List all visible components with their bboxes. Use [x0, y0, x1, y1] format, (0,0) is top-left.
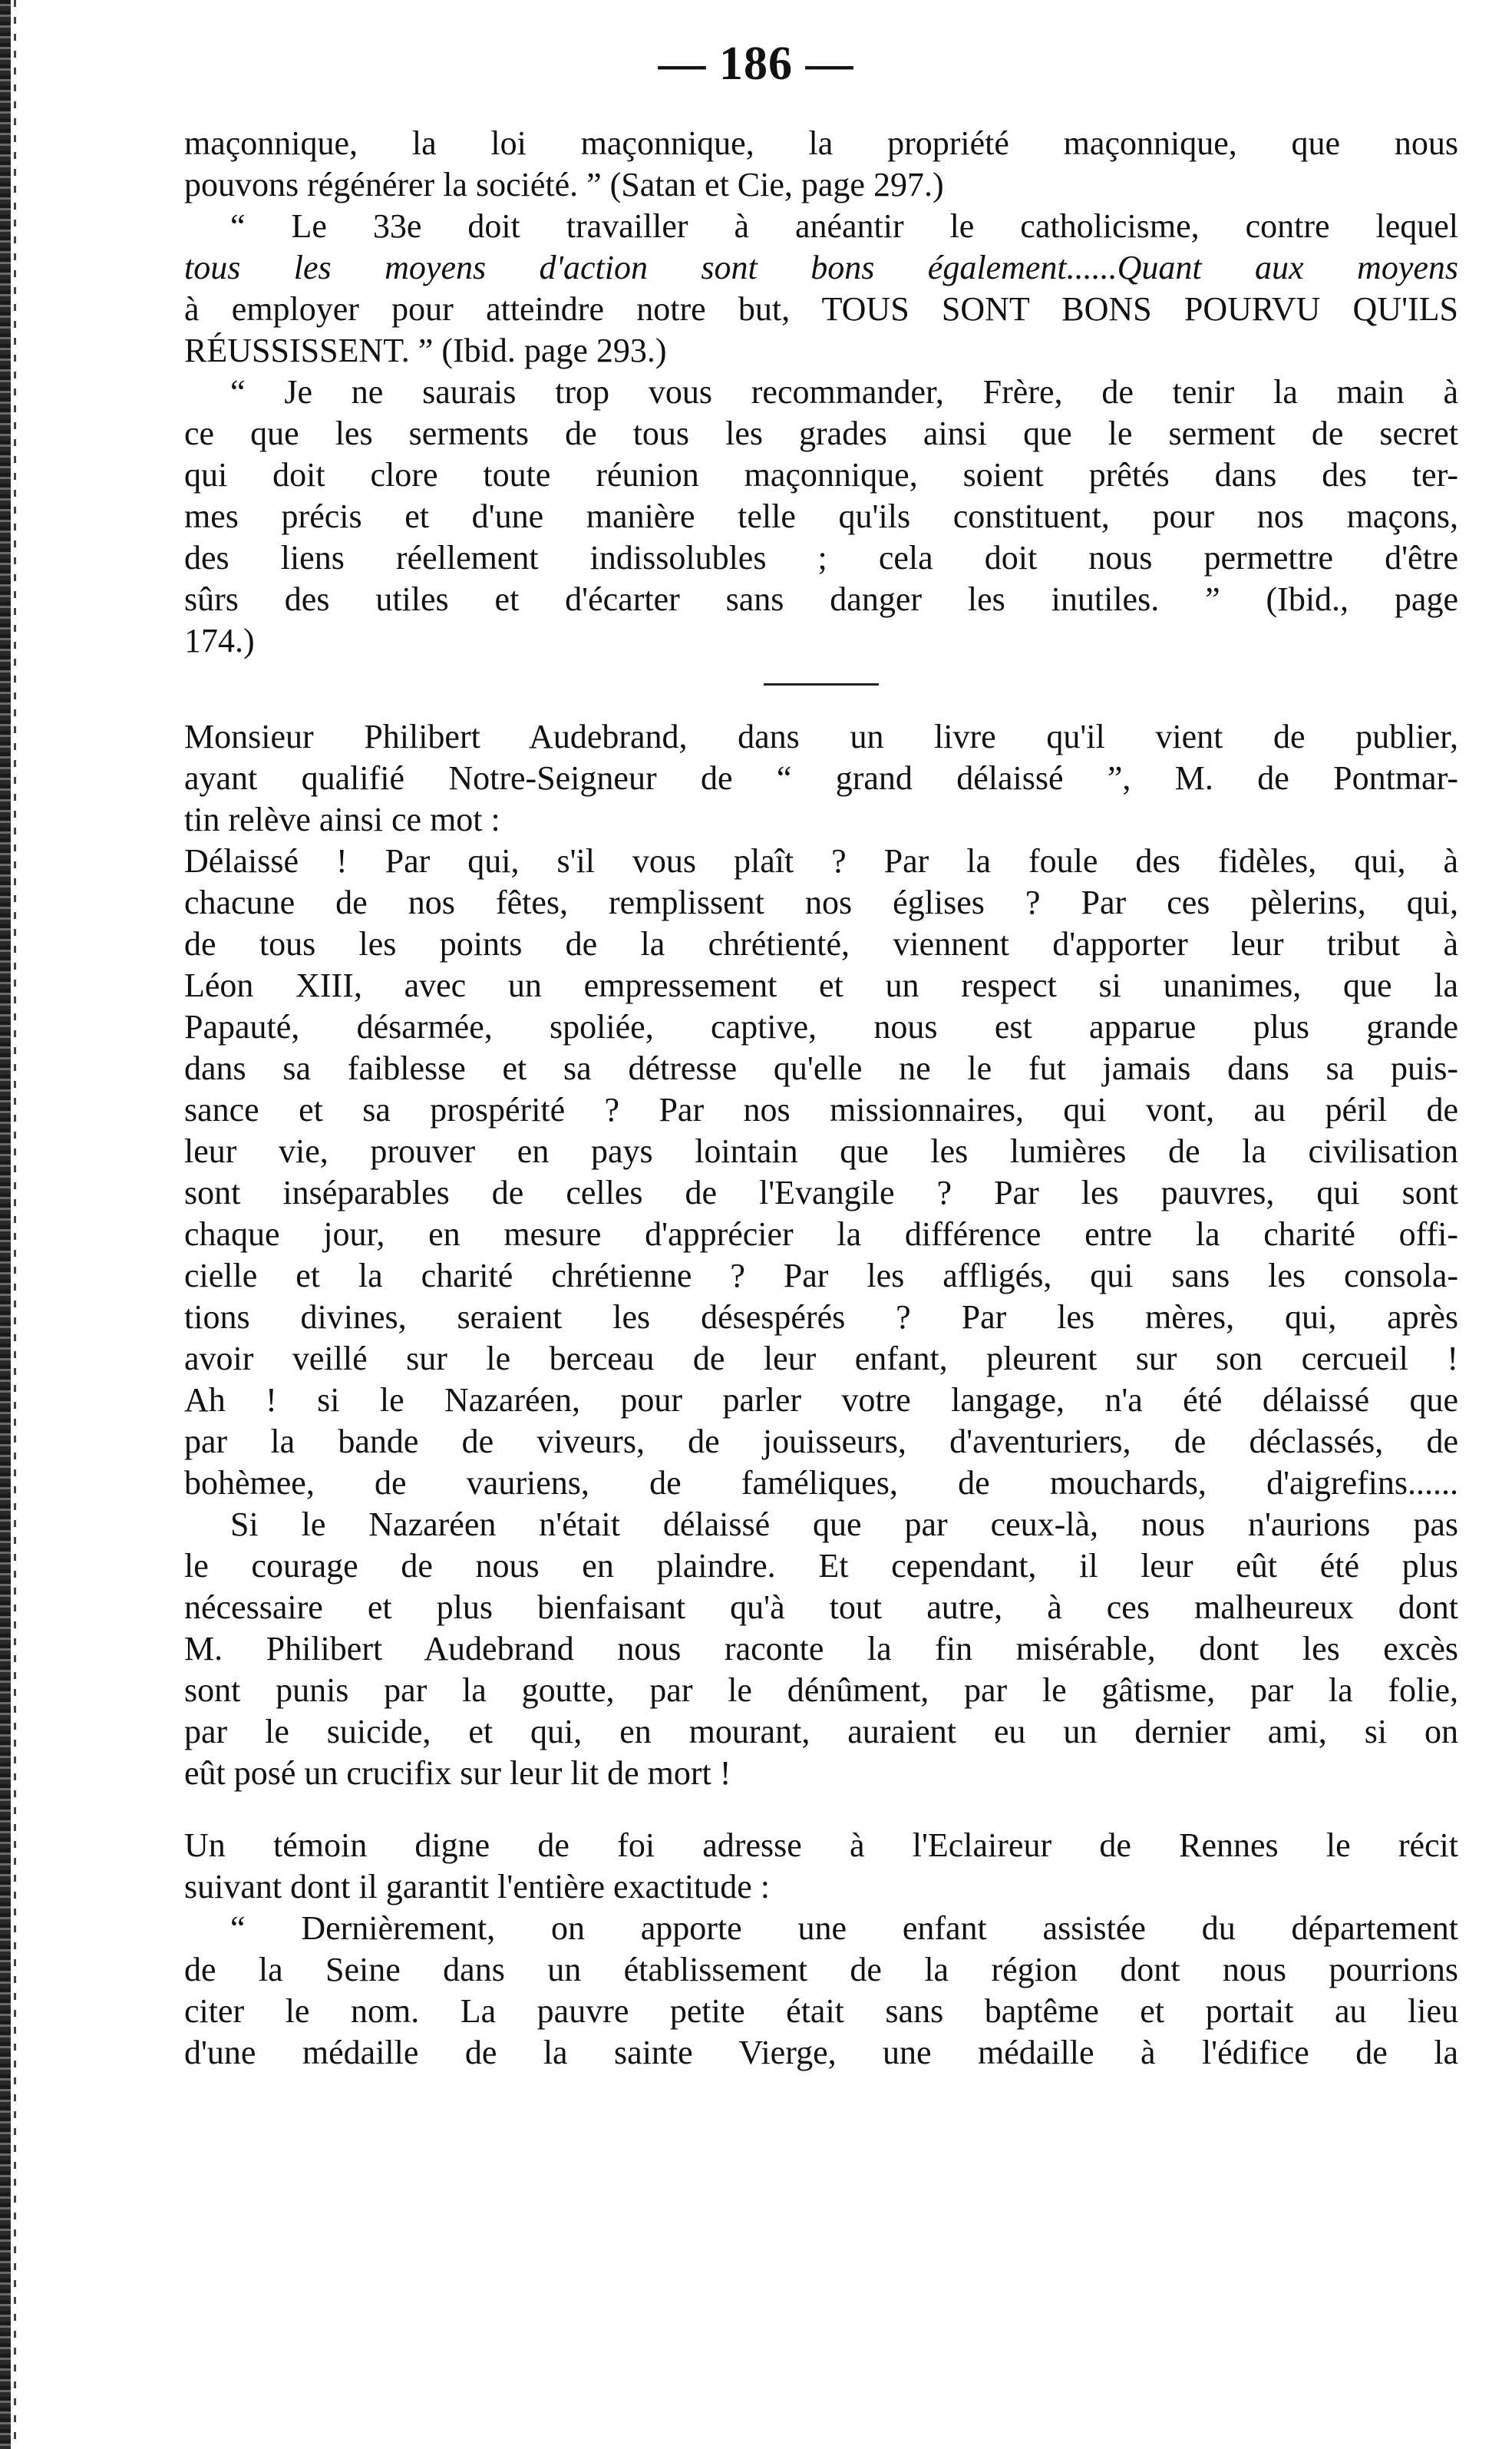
- paragraph-nazareen: [184, 1504, 1458, 1794]
- paragraph-satan-quote: [184, 123, 1458, 372]
- text-line: le courage de nous en plaindre. Et cependant, il leur eût été plus: [184, 1547, 1458, 1585]
- text-line: M. Philibert Audebrand nous raconte la fin misérable, dont les excès: [184, 1630, 1458, 1667]
- text-line: sont inséparables de celles de l'Evangile ? Par les pauvres, qui sont: [184, 1174, 1458, 1211]
- text-line: des liens réellement indissolubles ; cela doit nous permettre d'être: [184, 539, 1458, 577]
- text-line: avoir veillé sur le berceau de leur enfant, pleurent sur son cercueil !: [184, 1340, 1458, 1377]
- text-line: qui doit clore toute réunion maçonnique, soient prêtés dans des ter-: [184, 456, 1458, 494]
- text-line: tions divines, seraient les désespérés ? Par les mères, qui, après: [184, 1298, 1458, 1336]
- text-line: dans sa faiblesse et sa détresse qu'elle ne le fut jamais dans sa puis-: [184, 1049, 1458, 1087]
- text-line: “ Je ne saurais trop vous recommander, Frère, de tenir la main à: [230, 373, 1458, 411]
- text-line: RÉUSSISSENT. ” (Ibid. page 293.): [184, 332, 667, 369]
- text-line: de la Seine dans un établissement de la région dont nous pourrions: [184, 1951, 1458, 1988]
- text-line: Si le Nazaréen n'était délaissé que par ceux-là, nous n'aurions pas: [230, 1505, 1458, 1543]
- text-line: bohèmee, de vauriens, de faméliques, de mouchards, d'aigrefins......: [184, 1464, 1458, 1502]
- text-line: citer le nom. La pauvre petite était sans baptême et portait au lieu: [184, 1992, 1458, 2030]
- text-line: sance et sa prospérité ? Par nos missionnaires, qui vont, au péril de: [184, 1091, 1458, 1129]
- text-line: Léon XIII, avec un empressement et un respect si unanimes, que la: [184, 967, 1458, 1004]
- text-line: Monsieur Philibert Audebrand, dans un livre qu'il vient de publier,: [184, 718, 1458, 755]
- text-line: “ Dernièrement, on apporte une enfant assistée du département: [230, 1909, 1458, 1947]
- paragraph-dernierement: [184, 1908, 1458, 2074]
- scan-edge: [0, 0, 11, 2449]
- text-line: ayant qualifié Notre-Seigneur de “ grand délaissé ”, M. de Pontmar-: [184, 759, 1458, 797]
- text-line: tin relève ainsi ce mot :: [184, 801, 500, 838]
- text-line: eût posé un crucifix sur leur lit de mort !: [184, 1754, 731, 1792]
- text-line: par le suicide, et qui, en mourant, auraient eu un dernier ami, si on: [184, 1713, 1458, 1750]
- paragraph-audebrand-intro: [184, 716, 1458, 841]
- text-line: chacune de nos fêtes, remplissent nos églises ? Par ces pèlerins, qui,: [184, 884, 1458, 921]
- text-line: Papauté, désarmée, spoliée, captive, nous est apparue plus grande: [184, 1008, 1458, 1046]
- body-text: [184, 123, 1458, 2074]
- paragraph-delaisse: [184, 841, 1458, 1504]
- text-line: tous les moyens d'action sont bons également......Quant aux moyens: [184, 249, 1458, 286]
- text-line: “ Le 33e doit travailler à anéantir le catholicisme, contre lequel: [230, 207, 1458, 245]
- page-number: — 186 —: [658, 38, 854, 90]
- text-line: suivant dont il garantit l'entière exactitude :: [184, 1868, 771, 1905]
- text-line: Ah ! si le Nazaréen, pour parler votre langage, n'a été délaissé que: [184, 1381, 1458, 1419]
- text-line: maçonnique, la loi maçonnique, la propriété maçonnique, que nous: [184, 124, 1458, 162]
- text-line: Un témoin digne de foi adresse à l'Eclaireur de Rennes le récit: [184, 1826, 1458, 1864]
- text-line: mes précis et d'une manière telle qu'ils constituent, pour nos maçons,: [184, 497, 1458, 535]
- text-line: cielle et la charité chrétienne ? Par les affligés, qui sans les consola-: [184, 1257, 1458, 1294]
- text-line: par la bande de viveurs, de jouisseurs, d'aventuriers, de déclassés, de: [184, 1423, 1458, 1460]
- text-line: sont punis par la goutte, par le dénûment, par le gâtisme, par la folie,: [184, 1671, 1458, 1709]
- text-line: de tous les points de la chrétienté, viennent d'apporter leur tribut à: [184, 925, 1458, 963]
- text-line: Délaissé ! Par qui, s'il vous plaît ? Par la foule des fidèles, qui, à: [184, 842, 1458, 880]
- section-separator: [764, 683, 879, 686]
- text-line: 174.): [184, 622, 255, 659]
- text-line: leur vie, prouver en pays lointain que les lumières de la civilisation: [184, 1132, 1458, 1170]
- text-line: sûrs des utiles et d'écarter sans danger les inutiles. ” (Ibid., page: [184, 580, 1458, 618]
- text-line: chaque jour, en mesure d'apprécier la différence entre la charité offi-: [184, 1215, 1458, 1253]
- paragraph-temoin: [184, 1825, 1458, 1908]
- text-line: ce que les serments de tous les grades ainsi que le serment de secret: [184, 415, 1458, 452]
- text-line: à employer pour atteindre notre but, TOUS SONT BONS POURVU QU'ILS: [184, 290, 1458, 328]
- paragraph-serments-quote: [184, 372, 1458, 662]
- scan-edge-marks: [14, 0, 16, 2449]
- text-line: d'une médaille de la sainte Vierge, une médaille à l'édifice de la: [184, 2034, 1458, 2071]
- text-line: pouvons régénérer la société. ” (Satan et Cie, page 297.): [184, 166, 944, 203]
- paragraph-gap: [184, 1794, 1458, 1825]
- text-line: nécessaire et plus bienfaisant qu'à tout autre, à ces malheureux dont: [184, 1588, 1458, 1626]
